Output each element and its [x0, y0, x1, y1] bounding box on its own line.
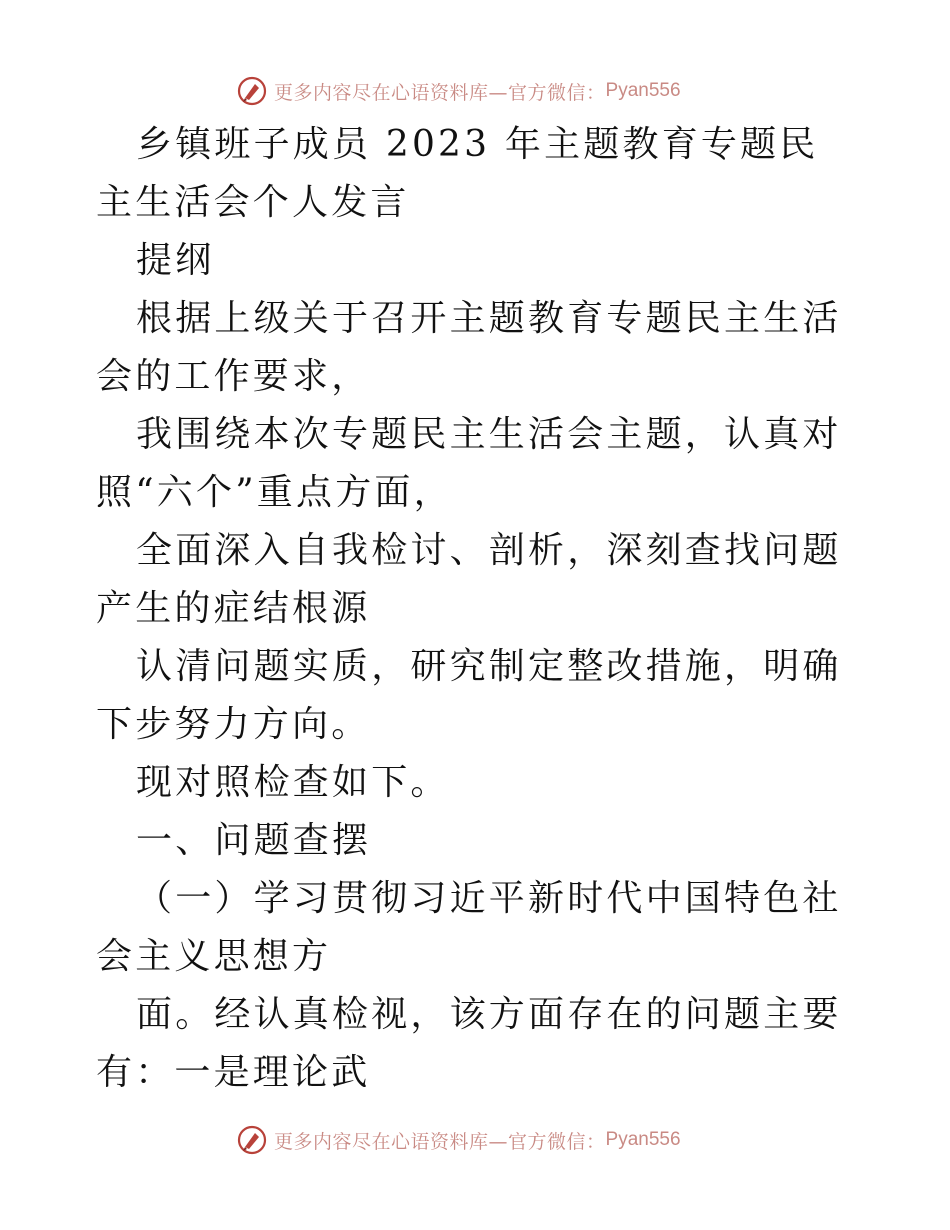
pen-nib-logo-icon: [236, 1124, 268, 1156]
paragraph: 现对照检查如下。: [136, 762, 450, 803]
paragraph: 全面深入自我检讨、剖析，深刻查找问题产生的症结根源: [96, 530, 842, 629]
paragraph: 根据上级关于召开主题教育专题民主生活会的工作要求，: [96, 298, 842, 397]
paragraph: 面。经认真检视，该方面存在的问题主要有：一是理论武: [96, 994, 842, 1093]
subsection-heading: （一）学习贯彻习近平新时代中国特色社会主义思想方: [96, 878, 842, 977]
section-heading: 一、问题查摆: [136, 820, 372, 861]
paragraph: 认清问题实质，研究制定整改措施，明确下步努力方向。: [96, 646, 842, 745]
paragraph-title: 乡镇班子成员 2023 年主题教育专题民主生活会个人发言: [96, 124, 819, 223]
pen-nib-logo-icon: [236, 75, 268, 107]
header-watermark: [236, 74, 681, 108]
watermark-handle: Pyan556: [605, 80, 681, 101]
footer-watermark: [236, 1123, 681, 1157]
paragraph: 我围绕本次专题民主生活会主题，认真对照“六个”重点方面，: [96, 414, 842, 513]
watermark-text: 更多内容尽在心语资料库—官方微信：: [274, 81, 606, 104]
paragraph-title-continued: 提纲: [136, 240, 215, 281]
watermark-handle: Pyan556: [605, 1129, 681, 1150]
document-body: [96, 116, 856, 1102]
watermark-text: 更多内容尽在心语资料库—官方微信：: [274, 1130, 606, 1153]
